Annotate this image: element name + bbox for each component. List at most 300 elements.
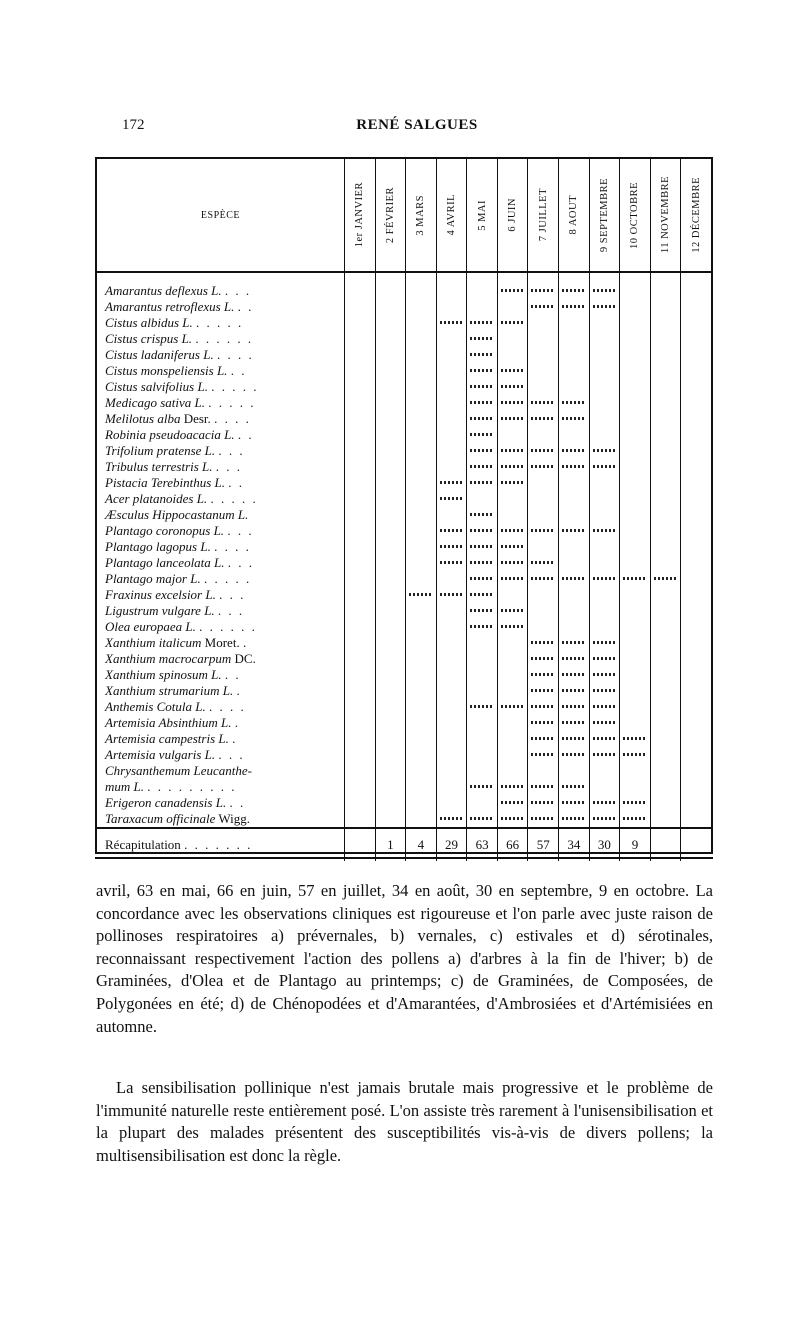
month-cell bbox=[344, 715, 375, 731]
month-cell bbox=[620, 347, 651, 363]
pollen-presence-mark bbox=[470, 577, 494, 580]
recap-value: 1 bbox=[375, 828, 406, 861]
pollen-presence-mark bbox=[562, 577, 586, 580]
month-cell bbox=[344, 331, 375, 347]
month-cell bbox=[589, 683, 620, 699]
month-cell bbox=[467, 427, 498, 443]
month-cell bbox=[620, 747, 651, 763]
month-cell bbox=[650, 667, 681, 683]
month-cell bbox=[589, 315, 620, 331]
month-cell bbox=[375, 555, 406, 571]
month-cell bbox=[467, 635, 498, 651]
species-name bbox=[97, 731, 344, 747]
species-name bbox=[97, 491, 344, 507]
species-latin-name: Robinia pseudoacacia L. bbox=[105, 427, 235, 442]
month-header bbox=[497, 159, 528, 272]
month-cell bbox=[344, 731, 375, 747]
table-row bbox=[97, 555, 711, 571]
table-row bbox=[97, 811, 711, 828]
month-cell bbox=[589, 587, 620, 603]
month-cell bbox=[436, 571, 467, 587]
month-cell bbox=[436, 635, 467, 651]
pollen-presence-mark bbox=[501, 369, 525, 372]
pollen-presence-mark bbox=[531, 465, 555, 468]
month-cell bbox=[589, 347, 620, 363]
month-cell bbox=[681, 667, 711, 683]
species-latin-name: Pistacia Terebinthus L. bbox=[105, 475, 226, 490]
month-cell bbox=[406, 331, 437, 347]
month-cell bbox=[589, 795, 620, 811]
month-cell bbox=[620, 667, 651, 683]
month-cell bbox=[375, 347, 406, 363]
month-cell bbox=[559, 795, 590, 811]
month-cell bbox=[436, 315, 467, 331]
species-latin-name: Taraxacum officinale bbox=[105, 811, 216, 826]
pollen-presence-mark bbox=[501, 449, 525, 452]
leader-dots: . . . . . bbox=[211, 379, 259, 394]
month-cell bbox=[344, 571, 375, 587]
leader-dots: . . . bbox=[218, 747, 245, 762]
month-cell bbox=[650, 587, 681, 603]
month-cell bbox=[375, 603, 406, 619]
month-cell bbox=[436, 283, 467, 299]
month-cell bbox=[497, 443, 528, 459]
month-cell bbox=[375, 811, 406, 828]
pollen-presence-mark bbox=[470, 401, 494, 404]
month-cell bbox=[497, 603, 528, 619]
month-cell bbox=[681, 411, 711, 427]
month-cell bbox=[467, 747, 498, 763]
month-cell bbox=[467, 443, 498, 459]
month-cell bbox=[436, 379, 467, 395]
header-separator bbox=[97, 272, 711, 283]
pollen-presence-mark bbox=[531, 305, 555, 308]
month-cell bbox=[344, 619, 375, 635]
month-cell bbox=[650, 779, 681, 795]
leader-dots: . . . . bbox=[214, 539, 251, 554]
month-cell bbox=[436, 811, 467, 828]
species-latin-name: mum L. bbox=[105, 779, 145, 794]
month-cell bbox=[436, 763, 467, 779]
month-cell bbox=[375, 491, 406, 507]
month-cell bbox=[681, 523, 711, 539]
month-cell bbox=[559, 587, 590, 603]
month-header bbox=[650, 159, 681, 272]
month-cell bbox=[344, 459, 375, 475]
month-cell bbox=[528, 811, 559, 828]
species-author: Wigg. bbox=[215, 811, 251, 826]
month-cell bbox=[650, 763, 681, 779]
month-cell bbox=[375, 571, 406, 587]
month-cell bbox=[589, 699, 620, 715]
month-cell bbox=[681, 331, 711, 347]
pollen-presence-mark bbox=[562, 801, 586, 804]
month-cell bbox=[497, 747, 528, 763]
table-bottom-rule bbox=[95, 857, 713, 859]
month-cell bbox=[406, 299, 437, 315]
month-cell bbox=[528, 283, 559, 299]
month-cell bbox=[467, 539, 498, 555]
month-cell bbox=[681, 283, 711, 299]
month-cell bbox=[467, 347, 498, 363]
month-cell bbox=[528, 619, 559, 635]
pollen-presence-mark bbox=[470, 817, 494, 820]
species-latin-name: Plantago coronopus L. bbox=[105, 523, 225, 538]
pollen-presence-mark bbox=[501, 801, 525, 804]
month-cell bbox=[589, 603, 620, 619]
species-author: DC. bbox=[231, 651, 256, 666]
pollen-presence-mark bbox=[501, 561, 525, 564]
month-cell bbox=[344, 443, 375, 459]
month-cell bbox=[375, 763, 406, 779]
paragraph-1-text: avril, 63 en mai, 66 en juin, 57 en juillet, 34 en août, 30 en septembre, 9 en octobre. La concordance avec les observations cliniques est rigoureuse et l'on parle avec juste raison de pollinoses respiratoires a) prévernales, b) vernales, c) estivales et d) sérotinales, reconnaissant respectivement l'action des pollens a) d'arbres à la fin de l'hiver; b) de Graminées, d'Olea et de Plantago au printemps; c) de Graminées, de Composées, de Polygonées en été; d) de Chénopodées et d'Amarantées, d'Ambrosiées et d'Artémisiées en automne. bbox=[96, 881, 713, 1036]
month-header-label: 8 AOUT bbox=[568, 195, 580, 235]
month-cell bbox=[620, 491, 651, 507]
month-cell bbox=[436, 683, 467, 699]
species-author: Moret. bbox=[201, 635, 240, 650]
pollen-presence-mark bbox=[593, 465, 617, 468]
month-cell bbox=[528, 507, 559, 523]
pollen-presence-mark bbox=[531, 737, 555, 740]
leader-dots: . . . . . . bbox=[195, 331, 254, 346]
month-cell bbox=[467, 459, 498, 475]
species-latin-name: Æsculus Hippocastanum L. bbox=[105, 507, 249, 522]
pollen-presence-mark bbox=[562, 289, 586, 292]
month-cell bbox=[436, 523, 467, 539]
species-name bbox=[97, 539, 344, 555]
month-cell bbox=[559, 747, 590, 763]
month-cell bbox=[467, 715, 498, 731]
pollen-presence-mark bbox=[440, 529, 464, 532]
month-cell bbox=[406, 603, 437, 619]
month-cell bbox=[497, 331, 528, 347]
species-name bbox=[97, 619, 344, 635]
month-cell bbox=[681, 603, 711, 619]
month-cell bbox=[589, 555, 620, 571]
month-cell bbox=[497, 667, 528, 683]
pollen-presence-mark bbox=[501, 417, 525, 420]
species-name bbox=[97, 347, 344, 363]
pollen-presence-mark bbox=[593, 753, 617, 756]
species-name bbox=[97, 283, 344, 299]
month-cell bbox=[589, 811, 620, 828]
pollen-presence-mark bbox=[562, 785, 586, 788]
month-cell bbox=[620, 443, 651, 459]
month-header bbox=[589, 159, 620, 272]
month-cell bbox=[436, 395, 467, 411]
month-cell bbox=[497, 523, 528, 539]
month-cell bbox=[436, 331, 467, 347]
month-cell bbox=[559, 363, 590, 379]
pollen-presence-mark bbox=[593, 657, 617, 660]
species-name bbox=[97, 603, 344, 619]
month-cell bbox=[681, 571, 711, 587]
month-cell bbox=[436, 363, 467, 379]
month-cell bbox=[375, 715, 406, 731]
leader-dots: . bbox=[236, 683, 242, 698]
month-cell bbox=[375, 395, 406, 411]
month-cell bbox=[375, 523, 406, 539]
month-cell bbox=[589, 331, 620, 347]
pollen-presence-mark bbox=[593, 721, 617, 724]
month-cell bbox=[375, 443, 406, 459]
month-cell bbox=[681, 555, 711, 571]
recap-value: 9 bbox=[620, 828, 651, 861]
species-latin-name: Artemisia Absinthium L. bbox=[105, 715, 232, 730]
pollen-presence-mark bbox=[440, 593, 464, 596]
month-cell bbox=[497, 619, 528, 635]
species-name bbox=[97, 443, 344, 459]
pollen-presence-mark bbox=[531, 801, 555, 804]
month-cell bbox=[528, 459, 559, 475]
month-header-label: 3 MARS bbox=[415, 194, 427, 236]
table-row bbox=[97, 443, 711, 459]
species-name bbox=[97, 379, 344, 395]
month-cell bbox=[681, 459, 711, 475]
table-row bbox=[97, 667, 711, 683]
month-cell bbox=[559, 395, 590, 411]
month-cell bbox=[497, 683, 528, 699]
month-cell bbox=[375, 667, 406, 683]
month-cell bbox=[344, 523, 375, 539]
month-cell bbox=[681, 683, 711, 699]
month-cell bbox=[650, 555, 681, 571]
month-cell bbox=[681, 811, 711, 828]
table-row bbox=[97, 795, 711, 811]
month-cell bbox=[650, 475, 681, 491]
month-header bbox=[406, 159, 437, 272]
species-name bbox=[97, 395, 344, 411]
pollen-presence-mark bbox=[501, 705, 525, 708]
month-cell bbox=[375, 779, 406, 795]
month-cell bbox=[406, 443, 437, 459]
month-cell bbox=[528, 539, 559, 555]
month-cell bbox=[467, 795, 498, 811]
month-cell bbox=[681, 347, 711, 363]
pollen-presence-mark bbox=[531, 561, 555, 564]
month-cell bbox=[559, 411, 590, 427]
month-cell bbox=[406, 571, 437, 587]
recap-value: 29 bbox=[436, 828, 467, 861]
species-name bbox=[97, 459, 344, 475]
month-cell bbox=[375, 427, 406, 443]
species-latin-name: Trifolium pratense L. bbox=[105, 443, 216, 458]
month-cell bbox=[497, 587, 528, 603]
month-cell bbox=[620, 379, 651, 395]
month-cell bbox=[406, 459, 437, 475]
month-cell bbox=[436, 731, 467, 747]
pollen-presence-mark bbox=[562, 305, 586, 308]
pollen-presence-mark bbox=[440, 561, 464, 564]
month-cell bbox=[497, 395, 528, 411]
month-cell bbox=[528, 699, 559, 715]
month-cell bbox=[375, 683, 406, 699]
pollen-presence-mark bbox=[470, 785, 494, 788]
month-cell bbox=[436, 459, 467, 475]
table-row bbox=[97, 283, 711, 299]
month-cell bbox=[344, 475, 375, 491]
month-cell bbox=[528, 491, 559, 507]
month-cell bbox=[467, 779, 498, 795]
pollen-presence-mark bbox=[501, 321, 525, 324]
pollen-presence-mark bbox=[501, 545, 525, 548]
month-cell bbox=[528, 427, 559, 443]
month-cell bbox=[497, 699, 528, 715]
pollen-presence-mark bbox=[593, 801, 617, 804]
table-body bbox=[97, 272, 711, 861]
month-cell bbox=[589, 619, 620, 635]
pollen-presence-mark bbox=[501, 625, 525, 628]
pollen-presence-mark bbox=[593, 305, 617, 308]
month-cell bbox=[436, 715, 467, 731]
month-cell bbox=[681, 507, 711, 523]
species-name bbox=[97, 811, 344, 828]
month-header bbox=[436, 159, 467, 272]
month-cell bbox=[650, 331, 681, 347]
species-latin-name: Xanthium macrocarpum bbox=[105, 651, 232, 666]
species-latin-name: Xanthium italicum bbox=[105, 635, 202, 650]
leader-dots: . . . . bbox=[214, 411, 251, 426]
month-cell bbox=[559, 763, 590, 779]
pollen-presence-mark bbox=[531, 705, 555, 708]
pollen-presence-mark bbox=[562, 401, 586, 404]
species-column-header: ESPÈCE bbox=[200, 209, 241, 221]
month-cell bbox=[375, 363, 406, 379]
pollen-presence-mark bbox=[593, 689, 617, 692]
pollen-presence-mark bbox=[501, 529, 525, 532]
species-latin-name: Artemisia campestris L. bbox=[105, 731, 229, 746]
species-name bbox=[97, 523, 344, 539]
species-name bbox=[97, 331, 344, 347]
species-latin-name: Xanthium spinosum L. bbox=[105, 667, 222, 682]
month-cell bbox=[436, 347, 467, 363]
month-cell bbox=[650, 363, 681, 379]
month-cell bbox=[406, 347, 437, 363]
month-cell bbox=[681, 763, 711, 779]
leader-dots: . . . bbox=[218, 443, 245, 458]
recap-value: 63 bbox=[467, 828, 498, 861]
month-cell bbox=[406, 763, 437, 779]
month-cell bbox=[528, 555, 559, 571]
month-cell bbox=[559, 715, 590, 731]
species-latin-name: Ligustrum vulgare L. bbox=[105, 603, 215, 618]
species-name bbox=[97, 715, 344, 731]
leader-dots: . . . . bbox=[209, 699, 246, 714]
month-cell bbox=[620, 331, 651, 347]
month-cell bbox=[344, 683, 375, 699]
month-cell bbox=[559, 507, 590, 523]
pollen-presence-mark bbox=[531, 689, 555, 692]
month-cell bbox=[497, 507, 528, 523]
table-row bbox=[97, 539, 711, 555]
month-cell bbox=[559, 443, 590, 459]
pollen-presence-mark bbox=[562, 721, 586, 724]
pollen-presence-mark bbox=[562, 657, 586, 660]
month-cell bbox=[589, 299, 620, 315]
month-cell bbox=[589, 363, 620, 379]
month-cell bbox=[589, 523, 620, 539]
table-row bbox=[97, 379, 711, 395]
species-name bbox=[97, 475, 344, 491]
leader-dots: . . bbox=[229, 795, 246, 810]
month-cell bbox=[375, 331, 406, 347]
pollen-presence-mark bbox=[531, 401, 555, 404]
species-name bbox=[97, 363, 344, 379]
pollen-presence-mark bbox=[470, 561, 494, 564]
month-header bbox=[620, 159, 651, 272]
pollen-presence-mark bbox=[623, 801, 647, 804]
month-cell bbox=[620, 459, 651, 475]
month-cell bbox=[528, 347, 559, 363]
month-header-label: 11 NOVEMBRE bbox=[660, 176, 672, 254]
species-name bbox=[97, 299, 344, 315]
month-cell bbox=[589, 283, 620, 299]
month-cell bbox=[650, 491, 681, 507]
recap-value: 34 bbox=[559, 828, 590, 861]
month-cell bbox=[406, 795, 437, 811]
month-cell bbox=[559, 779, 590, 795]
species-latin-name: Olea europaea L. bbox=[105, 619, 196, 634]
month-cell bbox=[344, 427, 375, 443]
month-cell bbox=[620, 507, 651, 523]
month-cell bbox=[650, 683, 681, 699]
table-row bbox=[97, 363, 711, 379]
species-latin-name: Cistus crispus L. bbox=[105, 331, 193, 346]
species-latin-name: Cistus monspeliensis L. bbox=[105, 363, 228, 378]
month-cell bbox=[406, 731, 437, 747]
month-cell bbox=[467, 731, 498, 747]
month-cell bbox=[467, 315, 498, 331]
recap-value: 66 bbox=[497, 828, 528, 861]
month-cell bbox=[589, 443, 620, 459]
pollen-presence-mark bbox=[593, 673, 617, 676]
month-cell bbox=[681, 795, 711, 811]
month-header-label: 12 DÉCEMBRE bbox=[690, 177, 702, 253]
pollen-presence-mark bbox=[470, 529, 494, 532]
month-cell bbox=[344, 283, 375, 299]
species-latin-name: Medicago sativa L. bbox=[105, 395, 206, 410]
table-row bbox=[97, 779, 711, 795]
species-latin-name: Xanthium strumarium L. bbox=[105, 683, 234, 698]
month-cell bbox=[681, 475, 711, 491]
month-cell bbox=[375, 619, 406, 635]
month-header-label: 2 FÉVRIER bbox=[384, 186, 396, 244]
month-cell bbox=[528, 747, 559, 763]
month-cell bbox=[436, 587, 467, 603]
month-cell bbox=[650, 811, 681, 828]
species-name bbox=[97, 779, 344, 795]
pollen-presence-mark bbox=[623, 817, 647, 820]
month-cell bbox=[589, 715, 620, 731]
month-cell bbox=[620, 779, 651, 795]
month-cell bbox=[406, 667, 437, 683]
pollen-presence-mark bbox=[531, 577, 555, 580]
month-cell bbox=[406, 747, 437, 763]
month-cell bbox=[528, 411, 559, 427]
species-name bbox=[97, 763, 344, 779]
month-cell bbox=[406, 523, 437, 539]
month-cell bbox=[620, 811, 651, 828]
pollen-presence-mark bbox=[470, 625, 494, 628]
month-cell bbox=[528, 779, 559, 795]
month-cell bbox=[528, 603, 559, 619]
month-cell bbox=[589, 667, 620, 683]
pollen-presence-mark bbox=[562, 641, 586, 644]
month-cell bbox=[650, 603, 681, 619]
table-row bbox=[97, 459, 711, 475]
species-name bbox=[97, 667, 344, 683]
table-row bbox=[97, 603, 711, 619]
